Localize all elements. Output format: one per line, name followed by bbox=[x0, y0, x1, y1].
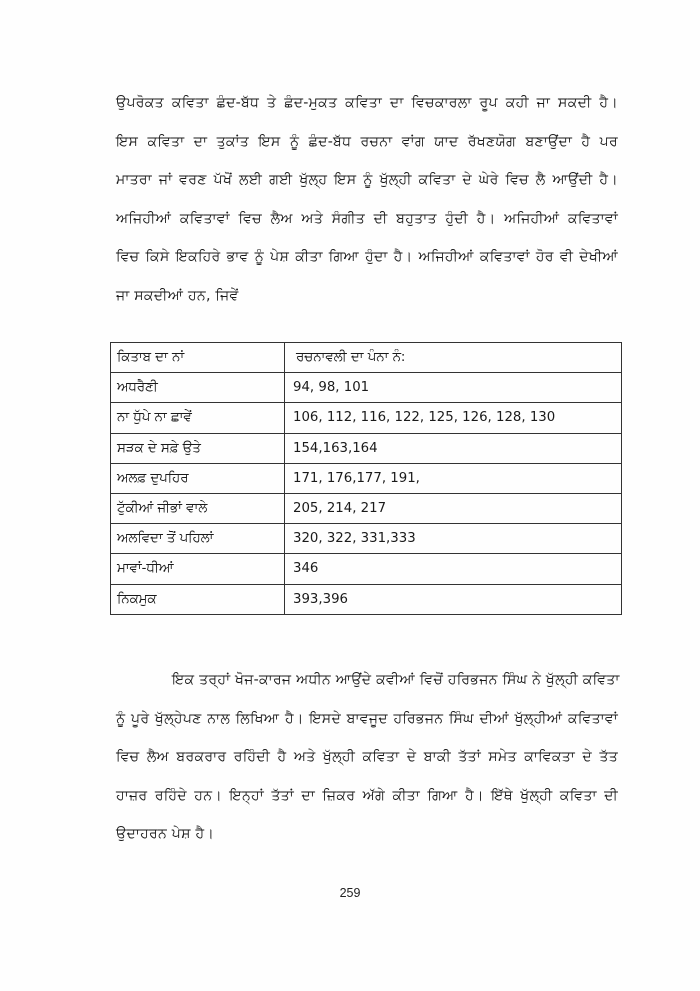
page-numbers-cell: 171, 176,177, 191, bbox=[285, 463, 622, 493]
table-row bbox=[111, 554, 622, 584]
book-title-cell: ਨਾ ਧੁੱਪੇ ਨਾ ਛਾਵੇਂ bbox=[111, 403, 285, 433]
page-numbers-cell: 393,396 bbox=[285, 584, 622, 614]
book-title-cell: ਮਾਵਾਂ-ਧੀਆਂ bbox=[111, 554, 285, 584]
table-row bbox=[111, 493, 622, 523]
paragraph-intro bbox=[116, 84, 618, 315]
header-book-name: ਕਿਤਾਬ ਦਾ ਨਾਂ bbox=[111, 343, 285, 373]
book-title-cell: ਨਿਕਮੁਕ bbox=[111, 584, 285, 614]
book-title-cell: ਟੁੱਕੀਆਂ ਜੀਭਾਂ ਵਾਲੇ bbox=[111, 493, 285, 523]
text-line: ਅਜਿਹੀਆਂ ਕਵਿਤਾਵਾਂ ਵਿਚ ਲੈਅ ਅਤੇ ਸੰਗੀਤ ਦੀ ਬਹੁਤਾਤ ਹੁੰਦੀ ਹੈ। ਅਜਿਹੀਆਂ ਕਵਿਤਾਵਾਂ bbox=[116, 210, 618, 227]
text-line: ਨੂੰ ਪੂਰੇ ਖੁੱਲ੍ਹੇਪਣ ਨਾਲ ਲਿਖਿਆ ਹੈ। ਇਸਦੇ ਬਾਵਜੂਦ ਹਰਿਭਜਨ ਸਿੰਘ ਦੀਆਂ ਖੁੱਲ੍ਹੀਆਂ ਕਵਿਤਾਵਾਂ bbox=[116, 710, 618, 727]
page-numbers-cell: 106, 112, 116, 122, 125, 126, 128, 130 bbox=[285, 403, 622, 433]
book-title-cell: ਅਲਫ਼ ਦੁਪਹਿਰ bbox=[111, 463, 285, 493]
table-row bbox=[111, 403, 622, 433]
table-row bbox=[111, 373, 622, 403]
text-line: ਮਾਤਰਾ ਜਾਂ ਵਰਣ ਪੱਖੋਂ ਲਈ ਗਈ ਖੁੱਲ੍ਹ ਇਸ ਨੂੰ ਖੁੱਲ੍ਹੀ ਕਵਿਤਾ ਦੇ ਘੇਰੇ ਵਿਚ ਲੈ ਆਉਂਦੀ ਹੈ। bbox=[116, 172, 618, 188]
text-line: ਉਦਾਹਰਨ ਪੇਸ਼ ਹੈ। bbox=[116, 826, 215, 842]
text-line: ਜਾ ਸਕਦੀਆਂ ਹਨ, ਜਿਵੇਂ bbox=[116, 287, 239, 304]
page-numbers-cell: 205, 214, 217 bbox=[285, 493, 622, 523]
text-line: ਇਕ ਤਰ੍ਹਾਂ ਖੋਜ-ਕਾਰਜ ਅਧੀਨ ਆਉਂਦੇ ਕਵੀਆਂ ਵਿਚੋਂ ਹਰਿਭਜਨ ਸਿੰਘ ਨੇ ਖੁੱਲ੍ਹੀ ਕਵਿਤਾ bbox=[172, 672, 620, 688]
table-row bbox=[111, 584, 622, 614]
page-numbers-cell: 346 bbox=[285, 554, 622, 584]
header-page-number: ਰਚਨਾਵਲੀ ਦਾ ਪੰਨਾ ਨੰ: bbox=[285, 343, 622, 373]
table-row bbox=[111, 524, 622, 554]
text-line: ਇਸ ਕਵਿਤਾ ਦਾ ਤੁਕਾਂਤ ਇਸ ਨੂੰ ਛੰਦ-ਬੱਧ ਰਚਨਾ ਵਾਂਗ ਯਾਦ ਰੱਖਣਯੋਗ ਬਣਾਉਂਦਾ ਹੈ ਪਰ bbox=[116, 133, 618, 150]
page-numbers-cell: 154,163,164 bbox=[285, 433, 622, 463]
book-title-cell: ਅਧਰੈਣੀ bbox=[111, 373, 285, 403]
book-pages-table bbox=[110, 342, 622, 615]
book-title-cell: ਸੜਕ ਦੇ ਸਫ਼ੇ ਉਤੇ bbox=[111, 433, 285, 463]
text-line: ਉਪਰੋਕਤ ਕਵਿਤਾ ਛੰਦ-ਬੱਧ ਤੇ ਛੰਦ-ਮੁਕਤ ਕਵਿਤਾ ਦਾ ਵਿਚਕਾਰਲਾ ਰੂਪ ਕਹੀ ਜਾ ਸਕਦੀ ਹੈ। bbox=[116, 95, 618, 111]
page-number: 259 bbox=[339, 886, 361, 900]
paragraph-discussion bbox=[116, 661, 618, 854]
table-row bbox=[111, 463, 622, 493]
table-header-row bbox=[111, 343, 622, 373]
book-title-cell: ਅਲਵਿਦਾ ਤੋਂ ਪਹਿਲਾਂ bbox=[111, 524, 285, 554]
text-line: ਹਾਜ਼ਰ ਰਹਿੰਦੇ ਹਨ। ਇਨ੍ਹਾਂ ਤੱਤਾਂ ਦਾ ਜ਼ਿਕਰ ਅੱਗੇ ਕੀਤਾ ਗਿਆ ਹੈ। ਇੱਥੇ ਖੁੱਲ੍ਹੀ ਕਵਿਤਾ ਦੀ bbox=[116, 787, 618, 804]
table-row bbox=[111, 433, 622, 463]
text-line: ਵਿਚ ਲੈਅ ਬਰਕਰਾਰ ਰਹਿੰਦੀ ਹੈ ਅਤੇ ਖੁੱਲ੍ਹੀ ਕਵਿਤਾ ਦੇ ਬਾਕੀ ਤੱਤਾਂ ਸਮੇਤ ਕਾਵਿਕਤਾ ਦੇ ਤੱਤ bbox=[116, 749, 618, 765]
text-line: ਵਿਚ ਕਿਸੇ ਇਕਹਿਰੇ ਭਾਵ ਨੂੰ ਪੇਸ਼ ਕੀਤਾ ਗਿਆ ਹੁੰਦਾ ਹੈ। ਅਜਿਹੀਆਂ ਕਵਿਤਾਵਾਂ ਹੋਰ ਵੀ ਦੇਖੀਆਂ bbox=[116, 249, 618, 265]
page-numbers-cell: 94, 98, 101 bbox=[285, 373, 622, 403]
page-numbers-cell: 320, 322, 331,333 bbox=[285, 524, 622, 554]
